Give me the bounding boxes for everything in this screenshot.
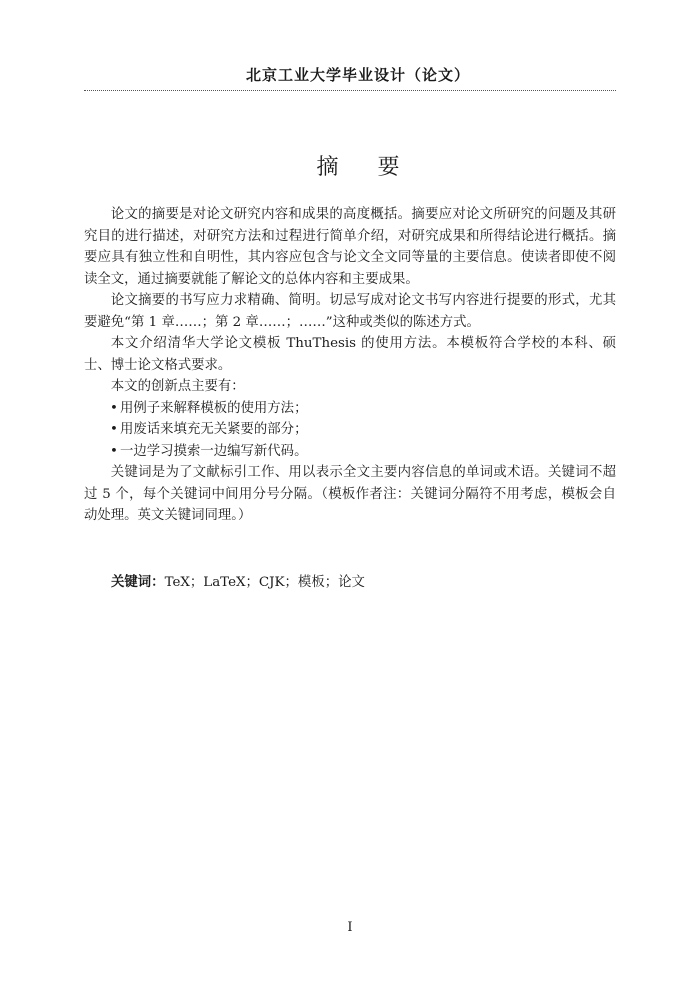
innovation-list [84,398,616,463]
keywords-value: TeX；LaTeX；CJK；模板；论文 [164,575,365,590]
abstract-paragraph: 本文的创新点主要有： [110,379,245,394]
bullet-icon: • [110,400,118,416]
bullet-icon: • [110,443,118,459]
list-item [84,441,616,463]
abstract-body [84,204,616,527]
abstract-paragraph: 本文介绍清华大学论文模板 ThuThesis 的使用方法。本模板符合学校的本科、硕士、博士论文格式要求。 [84,336,616,373]
abstract-paragraph: 关键词是为了文献标引工作、用以表示全文主要内容信息的单词或术语。关键词不超过 5 个，每个关键词中间用分号分隔。（模板作者注：关键词分隔符不用考虑，模板会自动处理。英文关键词同理。） [84,465,616,523]
list-item-text: 用废话来填充无关紧要的部分； [120,422,308,437]
page-number: I [347,920,353,935]
running-header: 北京工业大学毕业设计（论文） [245,66,470,84]
list-item [84,419,616,441]
keywords-line [111,571,365,590]
list-item-text: 用例子来解释模板的使用方法； [120,400,308,416]
bullet-icon: • [110,422,118,437]
list-item [84,398,616,420]
header-divider [84,90,616,91]
keywords-label: 关键词： [111,575,165,590]
abstract-paragraph: 论文的摘要是对论文研究内容和成果的高度概括。摘要应对论文所研究的问题及其研究目的进行描述，对研究方法和过程进行简单介绍，对研究成果和所得结论进行概括。摘要应具有独立性和自明性，其内容应包含与论文全文同等量的主要信息。使读者即使不阅读全文，通过摘要就能了解论文的总体内容和主要成果。 [84,207,616,287]
abstract-title: 摘 要 [316,155,416,180]
abstract-paragraph: 论文摘要的书写应力求精确、简明。切忌写成对论文书写内容进行提要的形式，尤其要避免“第 1 章……；第 2 章……；……”这种或类似的陈述方式。 [84,293,616,330]
list-item-text: 一边学习摸索一边编写新代码。 [120,443,308,459]
